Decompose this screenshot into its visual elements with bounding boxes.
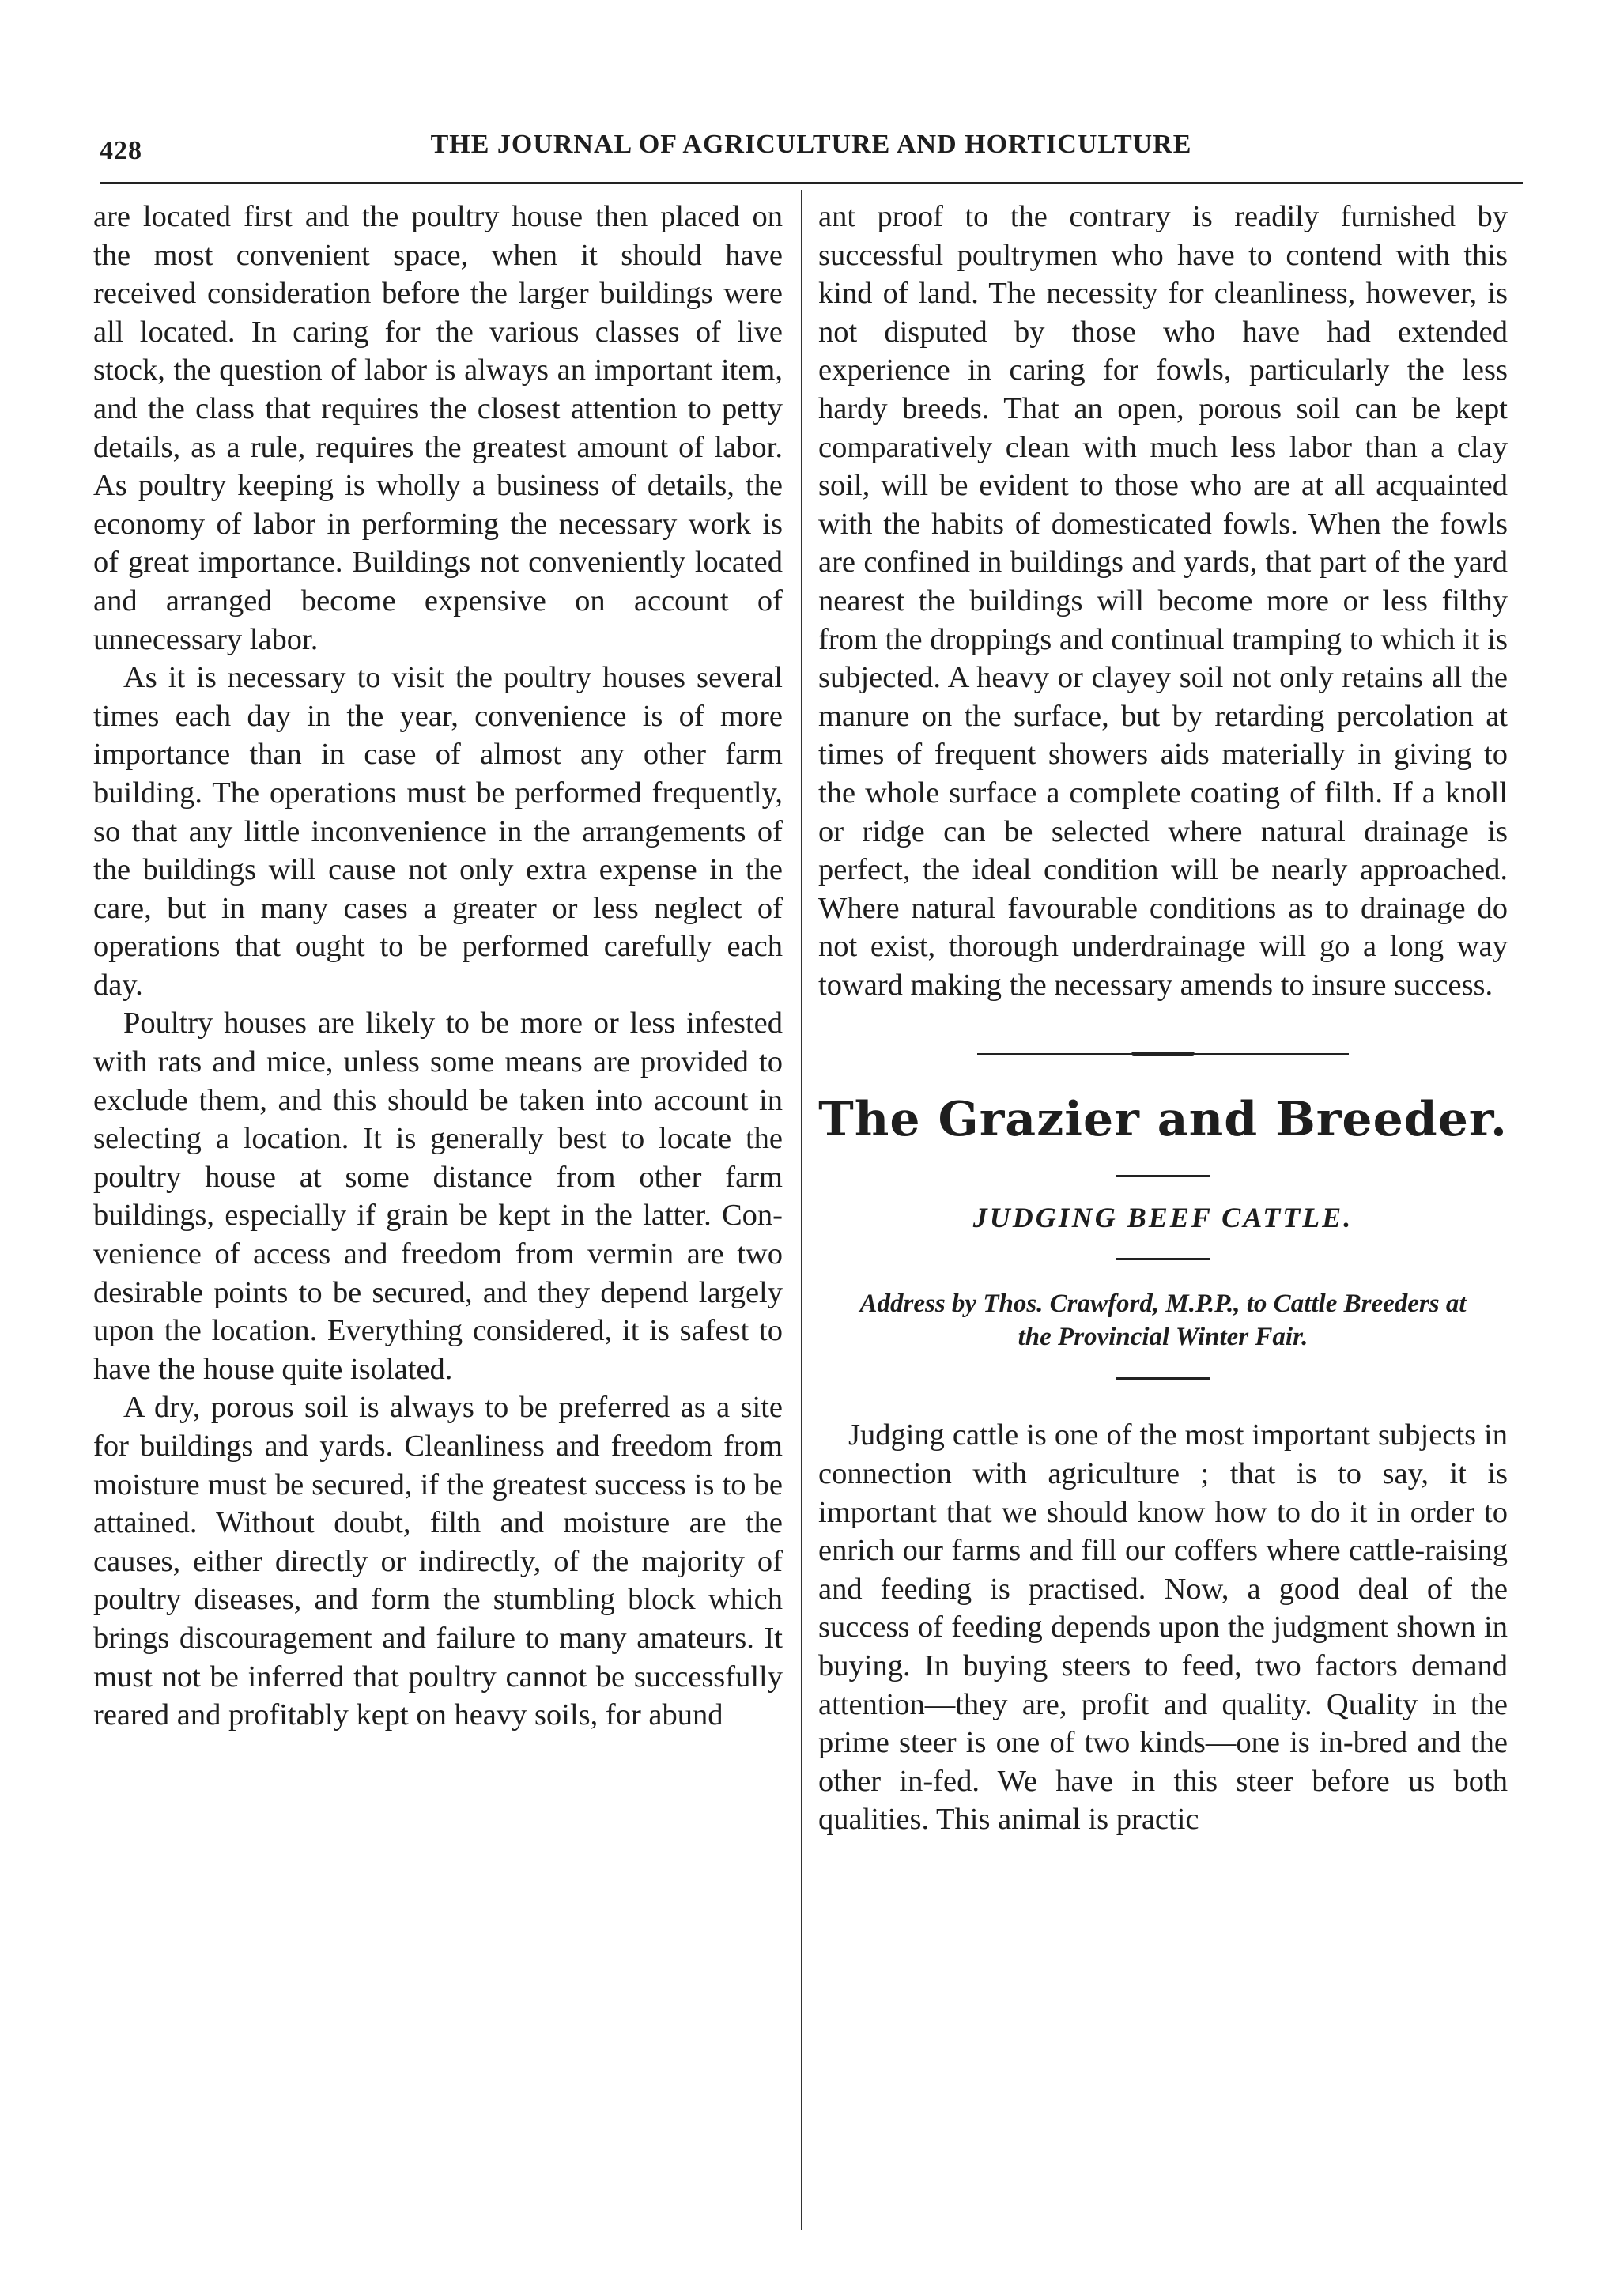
ornamental-divider bbox=[977, 1052, 1349, 1056]
left-column bbox=[93, 198, 783, 1735]
divider-rule bbox=[1116, 1258, 1210, 1260]
running-head: THE JOURNAL OF AGRICULTURE AND HORTICULTURE bbox=[430, 130, 1192, 159]
divider-rule bbox=[1116, 1377, 1210, 1380]
paragraph: As it is necessary to visit the poultry houses several times each day in the year, convenience is of more importance than in case of almost any other farm building. The operations must be performed frequently, so that any little inconvenience in the arrangements of the buildings will cause not only extra expense in the care, but in many cases a greater or less neglect of operations that ought to be performed carefully each day. bbox=[93, 661, 783, 1002]
section-title: The Grazier and Breeder. bbox=[818, 1092, 1508, 1148]
page-header bbox=[100, 127, 1523, 174]
paragraph: Poultry houses are likely to be more or less infested with rats and mice, unless some means are provided to exclude them, and this should be taken into account in selecting a location. It is generally best to locate the poultry house at some distance from other farm buildings, especially if grain be kept in the latter. Convenience of access and freedom from vermin are two desirable points to be secured, and they depend largely upon the location. Everything considered, it is safest to have the house quite isolated. bbox=[93, 1006, 783, 1386]
paragraph: are located first and the poultry house then placed on the most convenient space, when it should have received consideration before the larger buildings were all located. In caring for the various classes of live stock, the question of labor is always an important item, and the class that requires the closest attention to petty details, as a rule, requires the greatest amount of labor. As poultry keeping is wholly a business of details, the economy of labor in performing the necessary work is of great importance. Buildings not conveniently located and arranged become expensive on account of unnecessary labor. bbox=[93, 200, 783, 656]
divider-rule bbox=[1116, 1175, 1210, 1177]
page-number: 428 bbox=[100, 136, 142, 165]
article-title: JUDGING BEEF CATTLE. bbox=[972, 1202, 1354, 1234]
column-divider bbox=[801, 190, 802, 2230]
right-column bbox=[818, 198, 1508, 1839]
paragraph: Judging cattle is one of the most important subjects in connection with agriculture ; that is to say, it is important that we should know how to do it in order to enrich our farms and fill our coffers where cattle-raising and feeding is practised. Now, a good deal of the success of feeding depends upon the judgment shown in buying. In buying steers to feed, two factors demand attention—they are, profit and quality. Quality in the prime steer is one of two kinds—one is in-bred and the other in-fed. We have in this steer before us both qualities. This animal is practic bbox=[818, 1418, 1508, 1837]
paragraph: A dry, porous soil is always to be preferred as a site for buildings and yards. Cleanliness and freedom from moisture must be secured, if the greatest success is to be attained. Without doubt, filth and moisture are the causes, either directly or indirectly, of the majority of poultry diseases, and form the stumbling block which brings discouragement and failure to many amateurs. It must not be inferred that poultry cannot be successfully reared and profitably kept on heavy soils, for abund bbox=[93, 1391, 783, 1732]
paragraph: ant proof to the contrary is readily furnished by successful poultrymen who have to contend with this kind of land. The necessity for cleanliness, however, is not disputed by those who have had extended experience in caring for fowls, particularly the less hardy breeds. That an open, porous soil can be kept comparatively clean with much less labor than a clay soil, will be evident to those who are at all acquainted with the habits of domesticated fowls. When the fowls are confined in buildings and yards, that part of the yard nearest the buildings will become more or less filthy from the droppings and continual tramping to which it is subjected. A heavy or clayey soil not only retains all the manure on the surface, but by retarding percolation at times of frequent showers aids materially in giving to the whole surface a complete coating of filth. If a knoll or ridge can be selected where natural drainage is perfect, the ideal condition will be nearly approached. Where natural favourable conditions as to drainage do not exist, thorough underdrainage will go a long way toward making the necessary amends to insure success. bbox=[818, 200, 1508, 1002]
article-byline: Address by Thos. Crawford, M.P.P., to Cattle Breeders at the Provincial Winter Fair. bbox=[859, 1290, 1467, 1352]
header-rule bbox=[100, 182, 1523, 184]
